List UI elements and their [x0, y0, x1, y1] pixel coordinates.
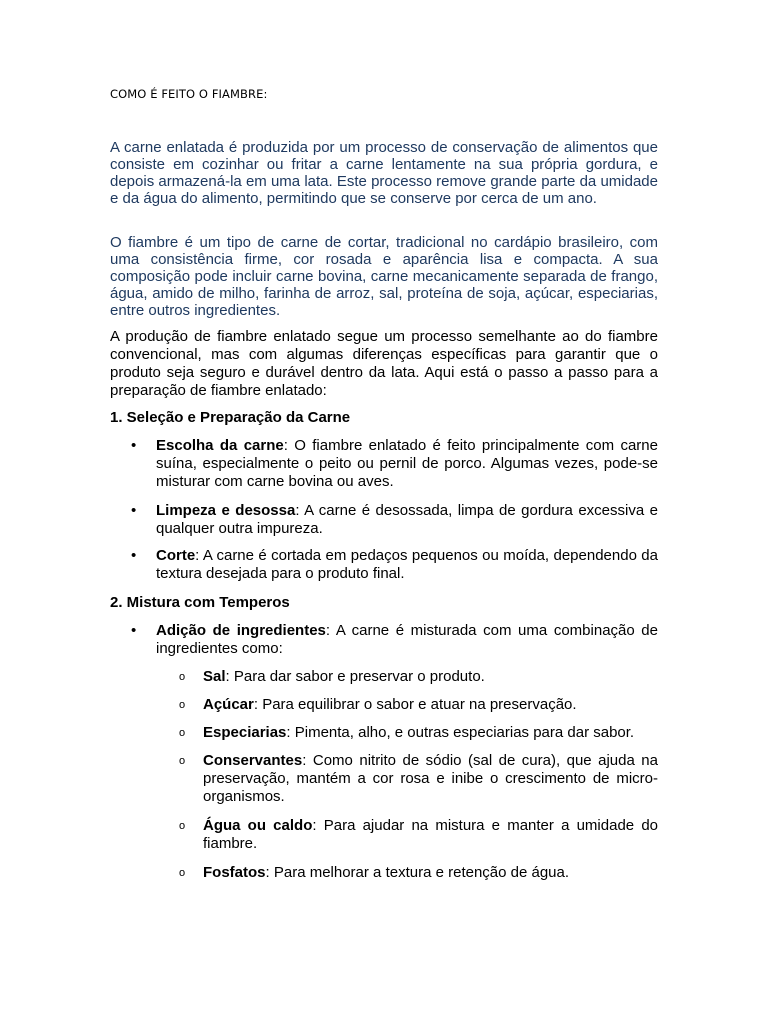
section-2-heading-text: 2. Mistura com Temperos: [110, 594, 290, 611]
bullet-marker: •: [131, 547, 137, 564]
sub-item-term: Fosfatos: [203, 864, 266, 881]
list-item-term: Limpeza e desossa: [156, 502, 296, 519]
sub-item-especiarias: [203, 724, 658, 742]
sub-item-term: Especiarias: [203, 724, 287, 741]
sub-bullet-marker: o: [179, 867, 186, 879]
sub-item-text: : Para melhorar a textura e retenção de água.: [265, 864, 570, 881]
paragraph-producao: [110, 328, 658, 400]
paragraph-1-text: A carne enlatada é produzida por um processo de conservação de alimentos que consiste em cozinhar ou fritar a carne lentamente na sua própria gordura, e depois armazená-la em uma lata. Este processo remove grande parte da umidade e da água do alimento, permitindo que se conserve por cerca de um ano.: [110, 139, 658, 207]
sub-item-fosfatos: [203, 864, 658, 882]
sub-item-sal: [203, 668, 658, 686]
sub-bullet-marker: o: [179, 820, 186, 832]
list-item-text: : A carne é misturada com uma combinação de ingredientes como:: [156, 622, 658, 657]
list-item-term: Adição de ingredientes: [156, 622, 326, 639]
list-item-text: : A carne é desossada, limpa de gordura excessiva e qualquer outra impureza.: [156, 502, 659, 537]
sub-item-term: Sal: [203, 668, 226, 685]
bullet-marker: •: [131, 502, 137, 519]
list-item-term: Corte: [156, 547, 196, 564]
paragraph-carne-enlatada: [110, 139, 658, 207]
section-2-heading: [110, 594, 658, 612]
sub-item-text: : Como nitrito de sódio (sal de cura), que ajuda na preservação, mantém a cor rosa e inibe o crescimento de micro-organismos.: [203, 752, 658, 805]
sub-item-agua: [203, 817, 658, 853]
sub-bullet-marker: o: [179, 755, 186, 767]
list-item-adicao: [156, 622, 658, 658]
section-1-heading: [110, 409, 658, 427]
list-item-limpeza: [156, 502, 658, 538]
sub-item-acucar: [203, 696, 658, 714]
section-1-heading-text: 1. Seleção e Preparação da Carne: [110, 409, 351, 426]
sub-item-term: Água ou caldo: [203, 817, 313, 834]
bullet-marker: •: [131, 622, 137, 639]
list-item-escolha: [156, 437, 658, 491]
paragraph-fiambre-definicao: [110, 234, 658, 319]
bullet-marker: •: [131, 437, 137, 454]
sub-item-conservantes: [203, 752, 658, 806]
sub-item-term: Açúcar: [203, 696, 254, 713]
sub-item-term: Conservantes: [203, 752, 303, 769]
list-item-text: : A carne é cortada em pedaços pequenos ou moída, dependendo da textura desejada para o produto final.: [156, 547, 658, 582]
sub-item-text: : Para ajudar na mistura e manter a umidade do fiambre.: [203, 817, 658, 852]
sub-bullet-marker: o: [179, 727, 186, 739]
list-item-term: Escolha da carne: [156, 437, 284, 454]
document-title: COMO É FEITO O FIAMBRE:: [110, 87, 268, 101]
sub-bullet-marker: o: [179, 699, 186, 711]
sub-item-text: : Pimenta, alho, e outras especiarias para dar sabor.: [286, 724, 635, 741]
list-item-corte: [156, 547, 658, 583]
sub-item-text: : Para dar sabor e preservar o produto.: [225, 668, 485, 685]
sub-item-text: : Para equilibrar o sabor e atuar na preservação.: [253, 696, 577, 713]
paragraph-2-text: O fiambre é um tipo de carne de cortar, tradicional no cardápio brasileiro, com uma consistência firme, cor rosada e aparência lisa e compacta. A sua composição pode incluir carne bovina, carne mecanicamente separada de frango, água, amido de milho, farinha de arroz, sal, proteína de soja, açúcar, especiarias, entre outros ingredientes.: [110, 234, 658, 319]
paragraph-3-text: A produção de fiambre enlatado segue um processo semelhante ao do fiambre convencional, mas com algumas diferenças específicas para garantir que o produto seja seguro e durável dentro da lata. Aqui está o passo a passo para a preparação de fiambre enlatado:: [110, 328, 658, 399]
sub-bullet-marker: o: [179, 671, 186, 683]
list-item-text: : O fiambre enlatado é feito principalmente com carne suína, especialmente o peito ou pernil de porco. Algumas vezes, pode-se misturar com carne bovina ou aves.: [156, 437, 658, 490]
